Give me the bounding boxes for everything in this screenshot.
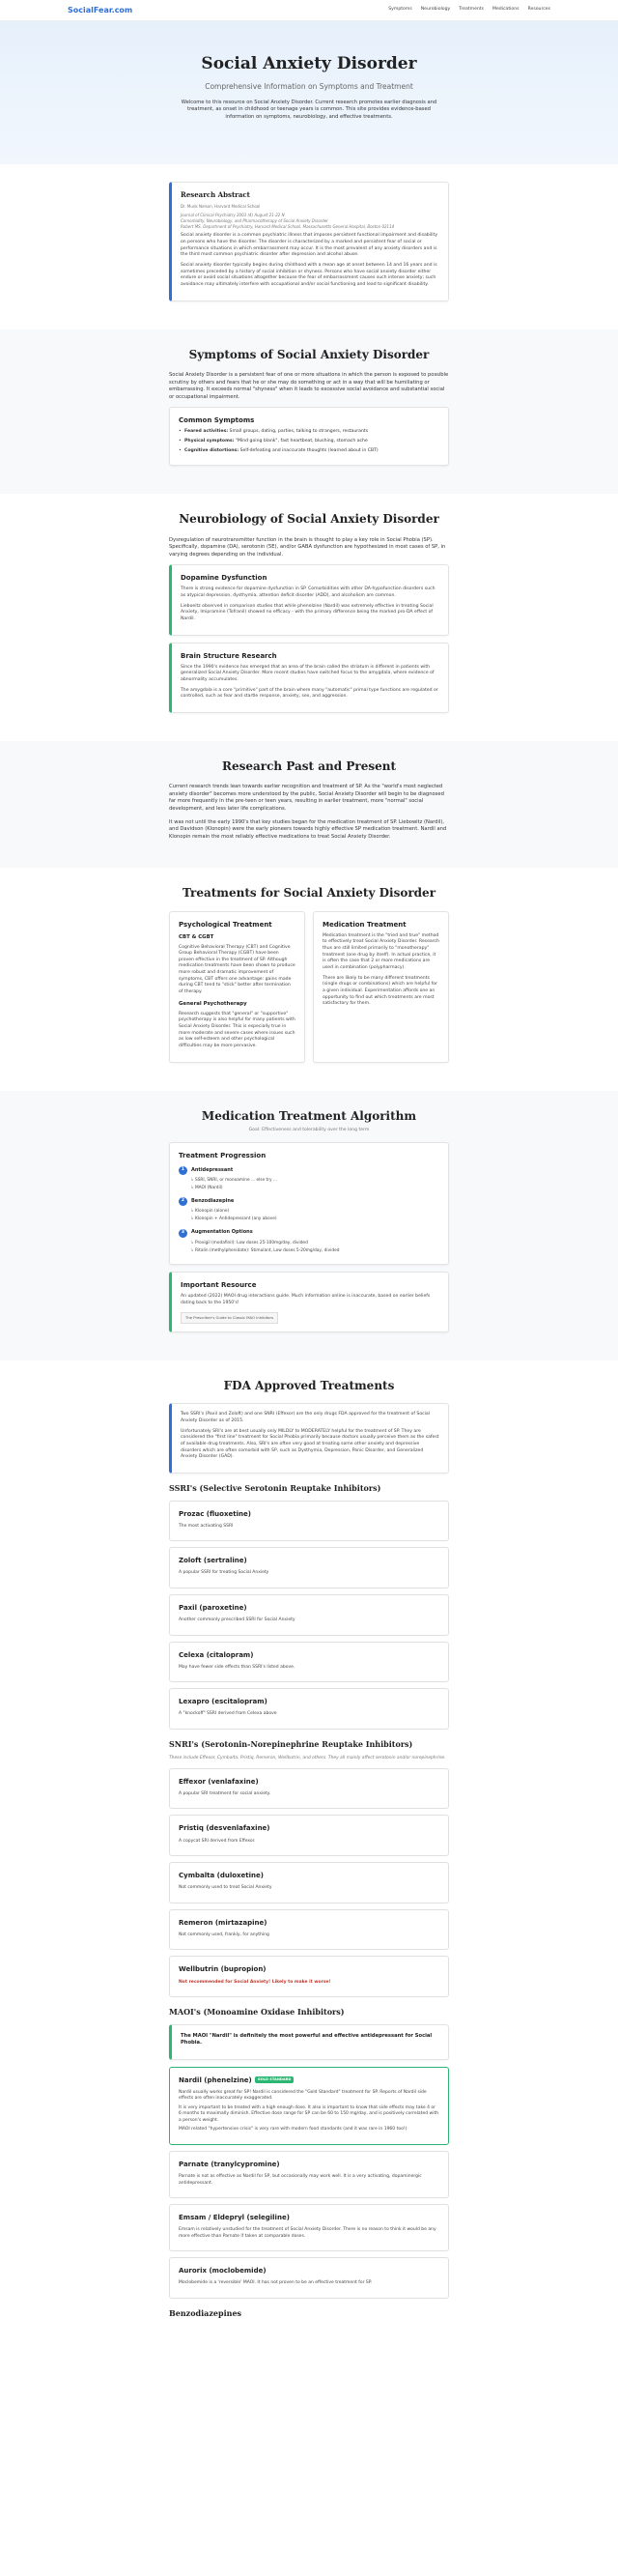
drug-name: Emsam / Eldepryl (selegiline) (179, 2214, 290, 2222)
cbt-title: CBT & CGBT (179, 933, 214, 940)
brain-structure-card (169, 643, 449, 713)
drug-card-lexapro (169, 1688, 449, 1730)
drug-card-parnate (169, 2151, 449, 2198)
psychological-title: Psychological Treatment (179, 920, 272, 929)
dopamine-para-2: Lieboeitz observed in comparison studies that while phenelzine (Nardil) was extremely effective in treating Social Anxiety, Imipramine (Tofranil) showed no efficacy - with the primary difference being the marked pro-DA effect of Nardil. (181, 603, 434, 621)
drug-card-aurorix (169, 2257, 449, 2299)
drug-desc: Parnate is not as effective as Nardil for SP, but occasionally may work well. It is a very activating, dopaminergic antidepressant. (179, 2174, 422, 2186)
abstract-para-2: Social anxiety disorder typically begins during childhood with a mean age at onset between 14 and 16 years and is sometimes preceded by a history of social inhibition or shyness. Persons who have social anxiety disorder either endure or avoid social situations altogether because the fear of embarrassment causes such intense anxiety; such avoidance may ultimately interfere with occupational and/or social functioning and lead to significant disability. (181, 262, 437, 287)
algorithm-section (0, 1091, 618, 1360)
drug-desc: Emsam is relatively unstudied for the treatment of Social Anxiety Disorder. There is no reason to think it would be any more effective than Parnate if taken at comparable doses. (179, 2227, 436, 2239)
drug-name: Nardil (phenelzine) (179, 2075, 252, 2084)
snri-title: SNRI's (Serotonin-Norepinephrine Reuptake Inhibitors) (169, 1738, 413, 1749)
nardil-para-1: Nardil usually works great for SP! Nardil is considered the "Gold Standard" treatment for SP. Reports of Nardil side effects are often inaccurately exaggerated. (179, 2089, 427, 2102)
fda-title: FDA Approved Treatments (223, 1378, 395, 1392)
medication-para-2: There are likely to be many different treatments (single drugs or combinations) which are helpful for a given individual. Experimentation affords one an opportunity to find out which treatments are most satisfactory for them. (323, 975, 437, 1007)
abstract-meta-3: Robert MS, Department of Psychiatry, Harvard Medical School, Massachusetts General Hospital, Boston 02114 (181, 223, 395, 229)
treatments-title: Treatments for Social Anxiety Disorder (182, 886, 436, 901)
abstract-meta-1: Journal of Clinical Psychiatry 2003 (4) August 21-22 N (181, 212, 285, 217)
algorithm-title: Medication Treatment Algorithm (201, 1108, 417, 1123)
drug-desc: Not commonly used to treat Social Anxiety (179, 1885, 272, 1891)
drug-desc: May have fewer side effects than SSRI's listed above. (179, 1664, 295, 1670)
drug-name: Cymbalta (duloxetine) (179, 1872, 264, 1880)
important-resource-text: An updated (2022) MAOI drug interactions guide. Much information online is inaccurate, based on earlier beliefs dating back to the 1950's! (181, 1294, 431, 1305)
top-nav (0, 0, 618, 21)
dopamine-para-1: There is strong evidence for dopamine dysfunction in SP. Comorbidities with other DA-hypofunction disorders such as atypical depression, dysthymia, attention deficit disorder (ADD), and alcoholism are common. (181, 587, 435, 598)
cbt-text: Cognitive Behavioral Therapy (CBT) and Cognitive Group Behavioral Therapy (CGBT) have been proven effective in the treatment of SP. Although medication treatments have been shown to produce more robust and dramatic improvement of symptoms, CBT offers one advantage: gains made during CBT tend to "stick" better after termination of therapy. (179, 944, 295, 995)
research-section (0, 741, 618, 868)
drug-name: Lexapro (escitalopram) (179, 1698, 267, 1706)
abstract-author: Dr. Munk Nelson, Harvard Medical School (181, 204, 261, 210)
drug-card-cymbalta (169, 1862, 449, 1903)
step-3 (179, 1229, 439, 1238)
drug-card-paxil (169, 1594, 449, 1636)
step-option: ↳ Klonopin (alone) (190, 1209, 439, 1215)
algorithm-subtitle: Goal: Effectiveness and tolerability over the long term (248, 1127, 370, 1132)
drug-desc: The most activating SSRI (179, 1523, 234, 1529)
treatment-progression-card (169, 1142, 449, 1265)
drug-desc: Not commonly used, frankly, for anything (179, 1932, 269, 1937)
drug-card-effexor (169, 1768, 449, 1810)
nav-link-treatments[interactable]: Treatments (459, 7, 485, 13)
psychological-card (169, 911, 305, 1063)
medication-title: Medication Treatment (323, 920, 407, 929)
drug-warning: Not recommended for Social Anxiety! Likely to make it worse! (179, 1979, 331, 1985)
drug-name: Pristiq (desvenlafaxine) (179, 1824, 270, 1833)
nav-link-symptoms[interactable]: Symptoms (388, 7, 412, 13)
drug-desc: Another commonly prescribed SSRI for Social Anxiety (179, 1617, 295, 1622)
drug-name: Effexor (venlafaxine) (179, 1777, 259, 1786)
drug-card-nardil (169, 2067, 449, 2145)
fda-intro-1: Two SSRI's (Paxil and Zoloft) and one SNRI (Effexor) are the only drugs FDA approved for the treatment of Social Anxiety Disorder as of 2015. (181, 1412, 431, 1424)
resource-link[interactable]: The Prescriber's Guide to Classic MAO Inhibitors (181, 1312, 278, 1324)
step-option: ↳ Klonopin + Antidepressant (any above) (190, 1216, 439, 1222)
step-number: 3 (179, 1229, 187, 1238)
drug-card-prozac (169, 1501, 449, 1542)
neurobiology-title: Neurobiology of Social Anxiety Disorder (179, 512, 439, 527)
important-resource-card (169, 1272, 449, 1332)
list-item: • Physical symptoms: "Mind going blank", fast heartbeat, blushing, stomach ache (179, 439, 439, 445)
brain-para-1: Since the 1990's evidence has emerged that an area of the brain called the striatum is different in patients with generalized Social Anxiety Disorder. More recent studies have switched focus to the amygdala, where evidence of abnormality accumulates. (181, 664, 435, 683)
drug-name: Zoloft (sertraline) (179, 1557, 247, 1565)
benzo-title: Benzodiazepines (169, 2307, 242, 2318)
treatments-section (0, 868, 618, 1090)
step-title: Benzodiazepine (191, 1198, 235, 1205)
drug-desc: A copycat SRI derived from Effexor. (179, 1838, 256, 1844)
symptoms-section (0, 329, 618, 495)
medication-para-1: Medication treatment is the "tried and true" method to effectively treat Social Anxiety Disorder. Research thus are still limited primarily to "monotherapy" treatment (one drug by itself). In actual practice, it is often the case that 2 or more medications are used in combination (polypharmacy). (323, 932, 439, 970)
drug-name: Aurorix (moclobemide) (179, 2267, 267, 2275)
nav-links (388, 7, 550, 14)
gold-standard-badge: GOLD STANDARD (255, 2076, 295, 2083)
nav-link-neurobiology[interactable]: Neurobiology (420, 7, 451, 13)
drug-desc: A "knockoff" SSRI derived from Celexa above (179, 1711, 277, 1717)
page-subtitle: Comprehensive Information on Symptoms and Treatment (205, 81, 413, 91)
drug-name: Wellbutrin (bupropion) (179, 1965, 267, 1974)
nardil-para-2: It is very important to be treated with a high enough dose. It also is important to know that side effects may take 4 or 6 months to maximally diminish. Effective dose range for SP can be 60 to 150 mg/day, and is positively correlated with a person's weight. (179, 2104, 439, 2123)
drug-name: Prozac (fluoxetine) (179, 1509, 251, 1518)
drug-card-emsam (169, 2204, 449, 2251)
drug-card-celexa (169, 1642, 449, 1683)
step-2 (179, 1197, 439, 1206)
medication-card (313, 911, 449, 1063)
abstract-title: Research Abstract (181, 190, 250, 199)
drug-card-pristiq (169, 1815, 449, 1856)
step-1 (179, 1166, 439, 1175)
drug-card-remeron (169, 1909, 449, 1951)
general-psychotherapy-text: Research suggests that "general" or "supportive" psychotherapy is also helpful for many patients with Social Anxiety Disorder. This is especially true in more moderate and severe cases where issues such as low self-esteem and other psychological difficulties may be more pervasive. (179, 1011, 295, 1048)
maoi-title: MAOI's (Monoamine Oxidase Inhibitors) (169, 2007, 345, 2018)
maoi-callout-text: The MAOI "Nardil" is definitely the most powerful and effective antidepressant for Social Phobia. (181, 2032, 433, 2046)
hero-intro: Welcome to this resource on Social Anxiety Disorder. Current research promotes earlier diagnosis and treatment, as onset in childhood or teenage years is common. This site provides evidence-based information on symptoms, neurobiology, and effective treatments. (181, 99, 437, 120)
step-option: ↳ MAOI (Nardil) (190, 1186, 439, 1191)
neurobiology-section (0, 494, 618, 741)
symptoms-title: Symptoms of Social Anxiety Disorder (188, 347, 430, 361)
step-title: Antidepressant (191, 1166, 234, 1173)
common-symptoms-title: Common Symptoms (179, 416, 255, 425)
drug-desc: Moclobemide is a 'reversible' MAOI. It has not proven to be an effective treatment for SP. (179, 2280, 373, 2286)
list-item: • Cognitive distortions: Self-defeating and inaccurate thoughts (learned about in CBT) (179, 448, 439, 455)
drug-card-zoloft (169, 1547, 449, 1589)
snri-note: These include Effexor, Cymbalta, Pristiq, Remeron, Wellbutrin, and others. They all mainly affect serotonin and/or norepinephrine. (169, 1756, 446, 1761)
ssri-title: SSRI's (Selective Serotonin Reuptake Inhibitors) (169, 1482, 381, 1493)
common-symptoms-card (169, 407, 449, 466)
neurobiology-text: Dysregulation of neurotransmitter function in the brain is thought to play a key role in Social Phobia (SP). Specifically, dopamine (DA), serotonin (5E), and/or GABA dysfunction are hypothesized in most cases of SP, in varying degrees depending on the individual. (169, 536, 446, 558)
dopamine-title: Dopamine Dysfunction (181, 574, 267, 583)
brain-para-2: The amygdala is a core "primitive" part of the brain where many "automatic" primal type functions are regulated or controlled, such as fear and startle response, anxiety, sex, and aggression. (181, 687, 438, 700)
fda-intro-2: Unfortunately SRI's are at best usually only MILDLY to MODERATELY helpful for the treatment of SP. They are considered the "first line" treatment for Social Phobia primarily because doctors usually perceive them as the safest of available drug treatments. Also, SRI's are often very good at treating some other anxiety and depressive disorders which are often comorbid with SP, such as Dysthymia, Depression, Panic Disorder, and Generalized Anxiety Disorder (GAD). (181, 1428, 439, 1460)
fda-section (0, 1360, 618, 2347)
maoi-callout (169, 2024, 449, 2060)
research-title: Research Past and Present (222, 759, 396, 774)
drug-name: Paxil (paroxetine) (179, 1603, 247, 1612)
fda-intro-card (169, 1403, 449, 1474)
drug-name: Remeron (mirtazapine) (179, 1918, 267, 1927)
page-title: Social Anxiety Disorder (201, 54, 417, 73)
brain-structure-title: Brain Structure Research (181, 651, 277, 660)
step-option: ↳ SSRI, SNRI, or monoamine ... else try ... (190, 1178, 439, 1184)
step-option: ↳ Provigil (modafinil): Low doses 25-100mg/day, divided (190, 1241, 439, 1246)
drug-card-wellbutrin (169, 1956, 449, 1997)
hero (0, 21, 618, 164)
list-item: • Feared activities: Small groups, dating, parties, talking to strangers, restaurants (179, 429, 439, 436)
abstract-meta-2: Comorbidity, Neurobiology, and Pharmacotherapy of Social Anxiety Disorder (181, 217, 328, 223)
important-resource-title: Important Resource (181, 1281, 257, 1290)
general-psychotherapy-title: General Psychotherapy (179, 1000, 247, 1007)
abstract-para-1: Social anxiety disorder is a common psychiatric illness that imposes persistent functional impairment and disability on persons who have the disorder. The disorder is characterized by a marked and persistent fear of social or performance situations in which embarrassment may occur. It is the most prevalent of any anxiety disorders and is the third most common psychiatric disorder after depression and alcohol abuse. (181, 233, 438, 258)
nardil-para-3: MAOI related "hypertensive crisis" is very rare with modern food standards (and it was rare in 1960 too!) (179, 2127, 407, 2132)
nav-link-resources[interactable]: Resources (527, 7, 550, 13)
drug-name: Celexa (citalopram) (179, 1650, 254, 1659)
step-number: 2 (179, 1197, 187, 1206)
research-para-2: It was not until the early 1990's that key studies began for the medication treatment of SP. Liebowitz (Nardil), and Davidson (Klonopin) were the early pioneers towards highly effective SP medication treatment. Nardil and Klonopin remain the most reliably effective medications to treat Social Anxiety Disorder. (169, 818, 447, 840)
drug-desc: A popular SRI treatment for social anxiety. (179, 1790, 271, 1796)
step-title: Augmentation Options (191, 1229, 253, 1236)
nav-link-medications[interactable]: Medications (492, 7, 520, 13)
step-number: 1 (179, 1166, 187, 1175)
drug-name: Parnate (tranylcypromine) (179, 2160, 280, 2168)
abstract-section (0, 164, 618, 329)
step-option: ↳ Ritalin (methylphenidate): Stimulant, Low doses 5-20mg/day, divided (190, 1248, 439, 1254)
brand-logo[interactable]: SocialFear.com (68, 5, 133, 14)
research-para-1: Current research trends lean towards earlier recognition and treatment of SP. As the "world's most neglected anxiety disorder" becomes more understood by the public, Social Anxiety Disorder will begin to be diagnosed far more frequently in the pre-teen or teen years, resulting in earlier treatment, more "normal" social development, and less later life complications. (169, 784, 444, 813)
drug-desc: A popular SSRI for treating Social Anxiety (179, 1570, 269, 1576)
abstract-card (169, 182, 449, 301)
symptoms-text: Social Anxiety Disorder is a persistent fear of one or more situations in which the person is exposed to possible scrutiny by others and fears that he or she may do something or act in a way that will be humiliating or embarrassing. It exceeds normal "shyness" when it leads to excessive social avoidance and substantial social or occupational impairment. (169, 371, 449, 400)
dopamine-card (169, 564, 449, 635)
treatment-progression-title: Treatment Progression (179, 1151, 267, 1159)
